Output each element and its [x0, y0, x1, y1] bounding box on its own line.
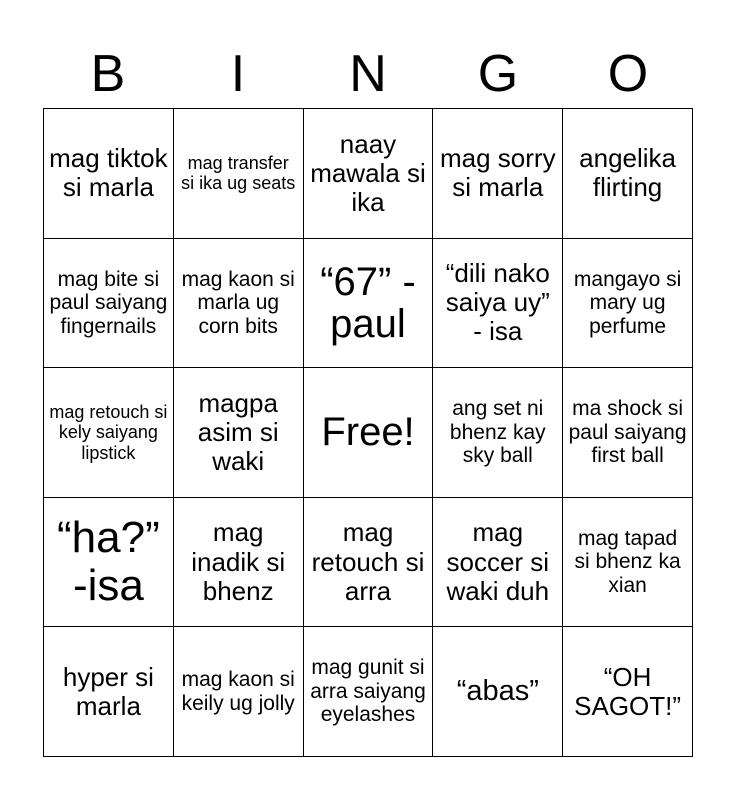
cell-text: mag tiktok si marla: [49, 143, 168, 203]
bingo-cell-r4c4[interactable]: [433, 498, 563, 628]
bingo-cell-free[interactable]: [304, 368, 434, 498]
bingo-cell-r2c2[interactable]: [174, 239, 304, 369]
bingo-cell-r4c2[interactable]: [174, 498, 304, 628]
cell-text: mag soccer si waki duh: [446, 517, 550, 606]
cell-text: mag inadik si bhenz: [191, 517, 286, 606]
cell-text: ang set ni bhenz kay sky ball: [449, 397, 546, 468]
bingo-cell-r1c1[interactable]: [44, 109, 174, 239]
bingo-cell-r1c2[interactable]: [174, 109, 304, 239]
cell-text: Free!: [321, 410, 415, 455]
cell-text: hyper si marla: [62, 661, 154, 721]
header-letter-g: G: [477, 45, 519, 103]
cell-text: “dili nako saiya uy” - isa: [445, 258, 550, 347]
cell-text: mag kaon si keily ug jolly: [181, 668, 295, 715]
header-letter-o: O: [607, 45, 649, 103]
bingo-cell-r5c1[interactable]: [44, 627, 174, 757]
bingo-cell-r2c5[interactable]: [563, 239, 693, 369]
cell-text: angelika flirting: [579, 143, 677, 203]
bingo-cell-r1c3[interactable]: [304, 109, 434, 239]
bingo-cell-r5c3[interactable]: [304, 627, 434, 757]
cell-text: “OH SAGOT!”: [574, 661, 682, 721]
cell-text: mag retouch si arra: [311, 517, 425, 606]
cell-text: mag bite si paul saiyang fingernails: [49, 267, 168, 338]
bingo-cell-r5c4[interactable]: [433, 627, 563, 757]
bingo-cell-r4c1[interactable]: [44, 498, 174, 628]
bingo-cell-r2c3[interactable]: [304, 239, 434, 369]
bingo-cell-r3c2[interactable]: [174, 368, 304, 498]
bingo-cell-r4c5[interactable]: [563, 498, 693, 628]
bingo-cell-r2c1[interactable]: [44, 239, 174, 369]
cell-text: magpa asim si waki: [197, 387, 279, 477]
cell-text: naay mawala si ika: [310, 128, 426, 217]
cell-text: mag kaon si marla ug corn bits: [181, 267, 295, 338]
bingo-cell-r3c1[interactable]: [44, 368, 174, 498]
header-letter-n: N: [349, 45, 387, 103]
cell-text: “ha?” -isa: [57, 512, 160, 611]
cell-text: mangayo si mary ug perfume: [573, 267, 682, 338]
bingo-cell-r5c5[interactable]: [563, 627, 693, 757]
bingo-cell-r3c5[interactable]: [563, 368, 693, 498]
cell-text: mag retouch si kely saiyang lipstick: [49, 402, 168, 463]
header-letter-b: B: [90, 45, 126, 103]
cell-text: mag gunit si arra saiyang eyelashes: [310, 656, 426, 727]
bingo-cell-r1c5[interactable]: [563, 109, 693, 239]
cell-text: mag sorry si marla: [440, 143, 556, 203]
cell-text: mag transfer si ika ug seats: [181, 153, 296, 194]
cell-text: “67” - paul: [320, 259, 416, 346]
bingo-board: [43, 108, 693, 757]
bingo-cell-r4c3[interactable]: [304, 498, 434, 628]
bingo-header: [43, 40, 693, 108]
cell-text: mag tapad si bhenz ka xian: [574, 526, 681, 597]
bingo-cell-r5c2[interactable]: [174, 627, 304, 757]
header-letter-i: I: [230, 45, 246, 103]
bingo-cell-r1c4[interactable]: [433, 109, 563, 239]
cell-text: “abas”: [456, 675, 539, 708]
bingo-cell-r3c4[interactable]: [433, 368, 563, 498]
cell-text: ma shock si paul saiyang first ball: [568, 397, 687, 468]
bingo-cell-r2c4[interactable]: [433, 239, 563, 369]
